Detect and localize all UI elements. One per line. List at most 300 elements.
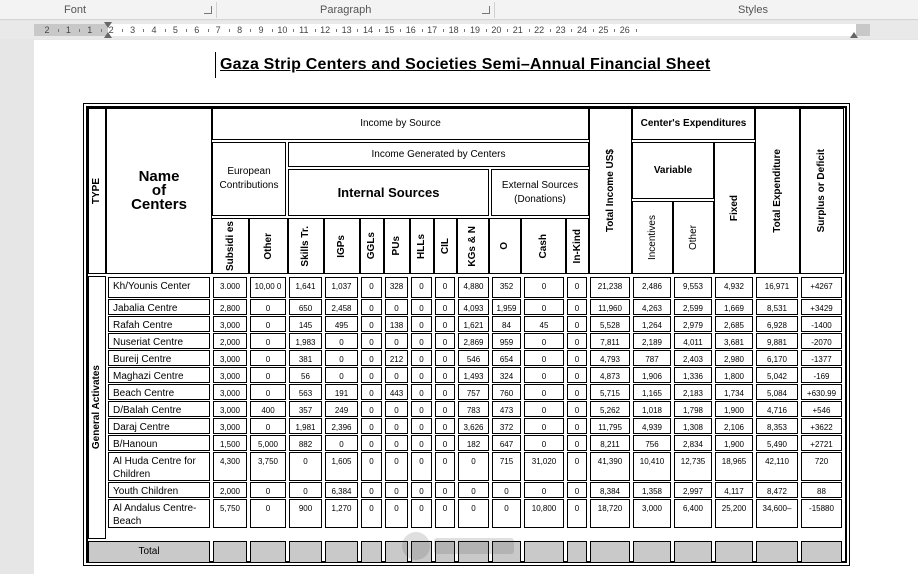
table-cell[interactable] xyxy=(435,277,455,298)
table-cell[interactable] xyxy=(492,452,521,481)
table-cell[interactable] xyxy=(213,435,247,451)
table-cell[interactable] xyxy=(715,316,753,332)
header-o[interactable] xyxy=(489,218,521,274)
table-cell[interactable] xyxy=(801,367,842,383)
table-cell[interactable] xyxy=(674,418,712,434)
total-cell[interactable] xyxy=(715,541,753,563)
table-cell-text: 0 xyxy=(574,321,580,330)
table-cell[interactable] xyxy=(633,367,671,383)
table-cell[interactable] xyxy=(567,401,587,417)
table-cell[interactable] xyxy=(385,316,408,332)
table-cell[interactable] xyxy=(633,316,671,332)
table-cell[interactable] xyxy=(801,277,842,298)
header-cash[interactable] xyxy=(521,218,566,274)
table-cell[interactable] xyxy=(458,367,489,383)
paragraph-dialog-launcher-icon[interactable] xyxy=(482,6,490,14)
table-cell[interactable] xyxy=(756,401,798,417)
table-cell[interactable] xyxy=(385,401,408,417)
table-cell[interactable] xyxy=(411,277,432,298)
table-cell[interactable] xyxy=(411,367,432,383)
table-cell[interactable] xyxy=(633,418,671,434)
table-cell[interactable] xyxy=(590,499,630,528)
header-igps[interactable] xyxy=(324,218,360,274)
table-cell[interactable] xyxy=(435,316,455,332)
table-cell[interactable] xyxy=(567,499,587,528)
table-cell[interactable] xyxy=(289,401,322,417)
table-cell[interactable] xyxy=(213,299,247,315)
table-cell[interactable] xyxy=(325,452,358,481)
total-cell[interactable] xyxy=(801,541,842,563)
header-external[interactable] xyxy=(491,169,589,216)
hanging-indent-icon[interactable] xyxy=(104,32,112,38)
table-cell[interactable] xyxy=(385,367,408,383)
header-type[interactable] xyxy=(88,108,106,274)
table-cell[interactable] xyxy=(674,277,712,298)
total-cell[interactable] xyxy=(361,541,382,563)
table-cell-text: 0 xyxy=(339,338,344,347)
table-cell[interactable] xyxy=(590,299,630,315)
first-line-indent-icon[interactable] xyxy=(104,22,112,28)
right-indent-icon[interactable] xyxy=(850,32,858,38)
table-row-name[interactable] xyxy=(108,435,210,451)
table-cell-text: 0 xyxy=(265,355,271,364)
font-dialog-launcher-icon[interactable] xyxy=(204,6,212,14)
header-pus[interactable] xyxy=(384,218,410,274)
table-cell[interactable] xyxy=(361,299,382,315)
table-cell[interactable] xyxy=(361,482,382,498)
table-cell[interactable] xyxy=(590,350,630,366)
header-other-eu[interactable] xyxy=(249,218,288,274)
table-row-name[interactable] xyxy=(108,367,210,383)
table-row-name[interactable] xyxy=(108,384,210,400)
table-cell[interactable] xyxy=(361,452,382,481)
table-cell[interactable] xyxy=(250,418,286,434)
total-cell[interactable] xyxy=(590,541,630,563)
table-cell[interactable] xyxy=(325,418,358,434)
table-cell[interactable] xyxy=(567,418,587,434)
table-cell[interactable] xyxy=(492,499,521,528)
table-cell[interactable] xyxy=(756,299,798,315)
table-cell[interactable] xyxy=(250,401,286,417)
total-cell[interactable] xyxy=(674,541,712,563)
header-surplus[interactable] xyxy=(800,108,844,274)
table-cell[interactable] xyxy=(325,277,358,298)
table-cell[interactable] xyxy=(458,277,489,298)
table-cell[interactable] xyxy=(289,452,322,481)
table-cell[interactable] xyxy=(524,277,564,298)
table-cell[interactable] xyxy=(567,482,587,498)
table-cell[interactable] xyxy=(458,452,489,481)
table-cell[interactable] xyxy=(492,384,521,400)
table-cell[interactable] xyxy=(590,482,630,498)
table-cell[interactable] xyxy=(715,435,753,451)
table-cell[interactable] xyxy=(385,418,408,434)
header-income-by-source[interactable] xyxy=(212,108,589,140)
table-cell[interactable] xyxy=(361,418,382,434)
table-cell[interactable] xyxy=(289,435,322,451)
table-cell[interactable] xyxy=(715,418,753,434)
total-cell[interactable] xyxy=(756,541,798,563)
header-total-expenditure[interactable] xyxy=(755,108,800,274)
table-cell[interactable] xyxy=(325,435,358,451)
table-cell[interactable] xyxy=(492,482,521,498)
header-skills[interactable] xyxy=(288,218,324,274)
table-cell[interactable] xyxy=(715,350,753,366)
header-incentives[interactable] xyxy=(632,201,673,274)
table-cell[interactable] xyxy=(458,316,489,332)
table-cell[interactable] xyxy=(801,401,842,417)
table-cell[interactable] xyxy=(289,277,322,298)
table-cell[interactable] xyxy=(756,418,798,434)
group-label[interactable] xyxy=(88,276,106,539)
header-kgs[interactable] xyxy=(457,218,489,274)
header-cil[interactable] xyxy=(434,218,457,274)
table-cell[interactable] xyxy=(325,333,358,349)
table-cell[interactable] xyxy=(756,350,798,366)
table-cell[interactable] xyxy=(756,482,798,498)
table-cell[interactable] xyxy=(492,333,521,349)
table-cell[interactable] xyxy=(715,367,753,383)
table-cell[interactable] xyxy=(385,384,408,400)
table-cell[interactable] xyxy=(289,384,322,400)
table-cell[interactable] xyxy=(633,299,671,315)
header-hlls[interactable] xyxy=(410,218,434,274)
table-cell[interactable] xyxy=(458,401,489,417)
table-row-name[interactable] xyxy=(108,277,210,298)
table-cell[interactable] xyxy=(458,333,489,349)
header-other-expenditure[interactable] xyxy=(673,201,714,274)
table-cell[interactable] xyxy=(250,277,286,298)
table-cell[interactable] xyxy=(590,316,630,332)
table-row-name[interactable] xyxy=(108,418,210,434)
table-cell[interactable] xyxy=(567,452,587,481)
table-cell[interactable] xyxy=(325,384,358,400)
table-cell[interactable] xyxy=(458,499,489,528)
table-cell[interactable] xyxy=(411,299,432,315)
table-cell[interactable] xyxy=(567,333,587,349)
table-cell[interactable] xyxy=(250,452,286,481)
table-cell[interactable] xyxy=(524,384,564,400)
table-row-name[interactable] xyxy=(108,499,210,528)
table-cell[interactable] xyxy=(756,316,798,332)
table-cell[interactable] xyxy=(590,401,630,417)
table-cell[interactable] xyxy=(715,499,753,528)
table-cell[interactable] xyxy=(492,316,521,332)
table-cell[interactable] xyxy=(567,277,587,298)
table-cell[interactable] xyxy=(411,333,432,349)
table-cell[interactable] xyxy=(289,299,322,315)
table-cell[interactable] xyxy=(674,499,712,528)
table-cell[interactable] xyxy=(567,316,587,332)
table-cell[interactable] xyxy=(801,499,842,528)
table-cell[interactable] xyxy=(385,435,408,451)
horizontal-ruler[interactable] xyxy=(0,21,918,39)
table-cell[interactable] xyxy=(385,499,408,528)
table-cell[interactable] xyxy=(411,435,432,451)
table-cell[interactable] xyxy=(250,350,286,366)
table-cell[interactable] xyxy=(674,367,712,383)
table-cell[interactable] xyxy=(756,367,798,383)
table-cell[interactable] xyxy=(715,452,753,481)
table-cell[interactable] xyxy=(213,499,247,528)
table-row-name[interactable] xyxy=(108,482,210,498)
table-cell[interactable] xyxy=(674,452,712,481)
table-cell[interactable] xyxy=(435,367,455,383)
table-cell[interactable] xyxy=(674,316,712,332)
table-cell[interactable] xyxy=(411,452,432,481)
table-cell[interactable] xyxy=(524,333,564,349)
table-cell[interactable] xyxy=(492,299,521,315)
table-cell[interactable] xyxy=(361,316,382,332)
table-cell[interactable] xyxy=(250,299,286,315)
table-cell[interactable] xyxy=(385,350,408,366)
table-cell[interactable] xyxy=(674,482,712,498)
table-cell[interactable] xyxy=(633,435,671,451)
table-cell[interactable] xyxy=(492,401,521,417)
table-cell[interactable] xyxy=(524,367,564,383)
table-cell[interactable] xyxy=(289,418,322,434)
table-cell[interactable] xyxy=(385,299,408,315)
table-cell[interactable] xyxy=(801,384,842,400)
header-surplus-text: Surplus or Deficit xyxy=(816,149,827,233)
table-row-name[interactable] xyxy=(108,401,210,417)
table-cell[interactable] xyxy=(435,435,455,451)
table-cell[interactable] xyxy=(567,435,587,451)
header-inkind[interactable] xyxy=(566,218,589,274)
table-cell[interactable] xyxy=(289,316,322,332)
table-cell[interactable] xyxy=(325,299,358,315)
table-cell[interactable] xyxy=(756,499,798,528)
table-cell[interactable] xyxy=(633,350,671,366)
header-centers-expenditures[interactable] xyxy=(632,108,755,140)
table-cell[interactable] xyxy=(289,482,322,498)
table-cell[interactable] xyxy=(361,277,382,298)
table-cell[interactable] xyxy=(289,367,322,383)
table-cell[interactable] xyxy=(385,482,408,498)
table-cell[interactable] xyxy=(633,482,671,498)
table-cell[interactable] xyxy=(590,418,630,434)
table-cell[interactable] xyxy=(492,435,521,451)
table-cell[interactable] xyxy=(756,435,798,451)
table-cell[interactable] xyxy=(492,367,521,383)
table-cell[interactable] xyxy=(524,350,564,366)
table-cell[interactable] xyxy=(633,452,671,481)
table-cell[interactable] xyxy=(633,277,671,298)
table-cell[interactable] xyxy=(674,435,712,451)
table-cell[interactable] xyxy=(458,299,489,315)
table-cell[interactable] xyxy=(715,482,753,498)
table-cell[interactable] xyxy=(435,350,455,366)
table-row-name[interactable] xyxy=(108,350,210,366)
table-cell[interactable] xyxy=(590,452,630,481)
table-cell[interactable] xyxy=(633,401,671,417)
table-cell[interactable] xyxy=(289,333,322,349)
table-cell[interactable] xyxy=(325,401,358,417)
table-cell[interactable] xyxy=(361,367,382,383)
table-cell[interactable] xyxy=(361,384,382,400)
table-row-name[interactable] xyxy=(108,299,210,315)
table-cell[interactable] xyxy=(213,333,247,349)
table-cell[interactable] xyxy=(411,350,432,366)
table-cell[interactable] xyxy=(213,452,247,481)
table-cell[interactable] xyxy=(411,384,432,400)
table-cell[interactable] xyxy=(674,333,712,349)
table-row-name[interactable] xyxy=(108,333,210,349)
total-label[interactable] xyxy=(88,541,210,563)
table-cell[interactable] xyxy=(289,499,322,528)
table-cell[interactable] xyxy=(385,277,408,298)
total-cell[interactable] xyxy=(325,541,358,563)
table-cell[interactable] xyxy=(458,384,489,400)
table-cell[interactable] xyxy=(633,499,671,528)
table-cell[interactable] xyxy=(435,333,455,349)
table-cell[interactable] xyxy=(458,350,489,366)
table-cell[interactable] xyxy=(361,401,382,417)
table-cell[interactable] xyxy=(213,384,247,400)
table-cell[interactable] xyxy=(213,316,247,332)
table-cell[interactable] xyxy=(492,350,521,366)
table-cell[interactable] xyxy=(524,452,564,481)
table-cell[interactable] xyxy=(756,277,798,298)
total-cell[interactable] xyxy=(289,541,322,563)
table-cell[interactable] xyxy=(325,482,358,498)
table-cell[interactable] xyxy=(674,384,712,400)
table-cell[interactable] xyxy=(567,367,587,383)
table-row-name[interactable] xyxy=(108,452,210,481)
table-row-name[interactable] xyxy=(108,316,210,332)
table-cell[interactable] xyxy=(590,333,630,349)
table-cell[interactable] xyxy=(411,418,432,434)
table-cell[interactable] xyxy=(435,482,455,498)
table-cell[interactable] xyxy=(715,277,753,298)
table-cell[interactable] xyxy=(756,384,798,400)
table-cell[interactable] xyxy=(801,350,842,366)
table-cell[interactable] xyxy=(590,367,630,383)
table-cell[interactable] xyxy=(435,384,455,400)
table-cell[interactable] xyxy=(361,435,382,451)
table-cell[interactable] xyxy=(361,350,382,366)
header-income-generated[interactable] xyxy=(288,142,589,167)
table-cell[interactable] xyxy=(801,418,842,434)
table-cell[interactable] xyxy=(435,452,455,481)
table-cell[interactable] xyxy=(411,499,432,528)
table-cell[interactable] xyxy=(801,333,842,349)
table-cell[interactable] xyxy=(213,350,247,366)
header-internal[interactable] xyxy=(288,169,489,216)
table-cell[interactable] xyxy=(289,350,322,366)
total-cell[interactable] xyxy=(250,541,286,563)
table-cell[interactable] xyxy=(524,482,564,498)
table-cell[interactable] xyxy=(715,384,753,400)
table-cell[interactable] xyxy=(801,435,842,451)
table-cell[interactable] xyxy=(492,418,521,434)
total-cell[interactable] xyxy=(524,541,564,563)
table-cell[interactable] xyxy=(458,482,489,498)
table-cell[interactable] xyxy=(524,435,564,451)
table-cell[interactable] xyxy=(524,299,564,315)
table-cell[interactable] xyxy=(325,316,358,332)
table-cell[interactable] xyxy=(492,277,521,298)
table-cell[interactable] xyxy=(524,499,564,528)
table-cell[interactable] xyxy=(435,418,455,434)
table-cell[interactable] xyxy=(325,367,358,383)
total-cell[interactable] xyxy=(213,541,247,563)
table-cell[interactable] xyxy=(361,333,382,349)
table-cell[interactable] xyxy=(633,333,671,349)
table-cell[interactable] xyxy=(458,418,489,434)
table-cell[interactable] xyxy=(801,452,842,481)
total-cell[interactable] xyxy=(633,541,671,563)
table-cell[interactable] xyxy=(250,384,286,400)
table-cell[interactable] xyxy=(590,435,630,451)
table-cell[interactable] xyxy=(435,299,455,315)
table-cell[interactable] xyxy=(801,299,842,315)
table-cell[interactable] xyxy=(756,333,798,349)
table-cell[interactable] xyxy=(213,418,247,434)
table-cell[interactable] xyxy=(590,277,630,298)
table-cell[interactable] xyxy=(325,350,358,366)
header-variable[interactable] xyxy=(632,142,714,199)
table-cell[interactable] xyxy=(674,401,712,417)
table-cell[interactable] xyxy=(801,316,842,332)
header-total-income[interactable] xyxy=(589,108,632,274)
table-cell[interactable] xyxy=(756,452,798,481)
table-cell[interactable] xyxy=(435,499,455,528)
table-cell[interactable] xyxy=(250,499,286,528)
table-cell[interactable] xyxy=(213,482,247,498)
table-cell[interactable] xyxy=(674,350,712,366)
table-cell[interactable] xyxy=(715,401,753,417)
table-cell[interactable] xyxy=(674,299,712,315)
header-subsidies[interactable] xyxy=(212,218,249,274)
table-cell[interactable] xyxy=(250,367,286,383)
table-cell[interactable] xyxy=(250,435,286,451)
table-cell[interactable] xyxy=(590,384,630,400)
table-cell[interactable] xyxy=(715,299,753,315)
table-cell[interactable] xyxy=(385,452,408,481)
table-cell[interactable] xyxy=(411,482,432,498)
header-fixed[interactable] xyxy=(714,142,755,274)
table-cell[interactable] xyxy=(250,333,286,349)
total-cell[interactable] xyxy=(567,541,587,563)
table-cell[interactable] xyxy=(458,435,489,451)
table-cell[interactable] xyxy=(361,499,382,528)
table-cell[interactable] xyxy=(715,333,753,349)
table-cell[interactable] xyxy=(524,401,564,417)
table-cell[interactable] xyxy=(213,367,247,383)
table-cell[interactable] xyxy=(524,418,564,434)
table-cell[interactable] xyxy=(411,401,432,417)
table-cell[interactable] xyxy=(411,316,432,332)
table-cell[interactable] xyxy=(213,401,247,417)
table-cell[interactable] xyxy=(325,499,358,528)
table-cell[interactable] xyxy=(801,482,842,498)
table-cell[interactable] xyxy=(567,299,587,315)
table-cell[interactable] xyxy=(385,333,408,349)
table-cell[interactable] xyxy=(567,350,587,366)
table-cell[interactable] xyxy=(250,316,286,332)
table-cell-text: 7,811 xyxy=(600,338,620,347)
table-cell[interactable] xyxy=(435,401,455,417)
table-cell[interactable] xyxy=(213,277,247,298)
table-cell[interactable] xyxy=(567,384,587,400)
table-cell[interactable] xyxy=(250,482,286,498)
header-european[interactable] xyxy=(212,142,286,216)
table-cell[interactable] xyxy=(524,316,564,332)
table-cell[interactable] xyxy=(633,384,671,400)
header-ggls[interactable] xyxy=(360,218,384,274)
header-name[interactable] xyxy=(106,108,212,274)
